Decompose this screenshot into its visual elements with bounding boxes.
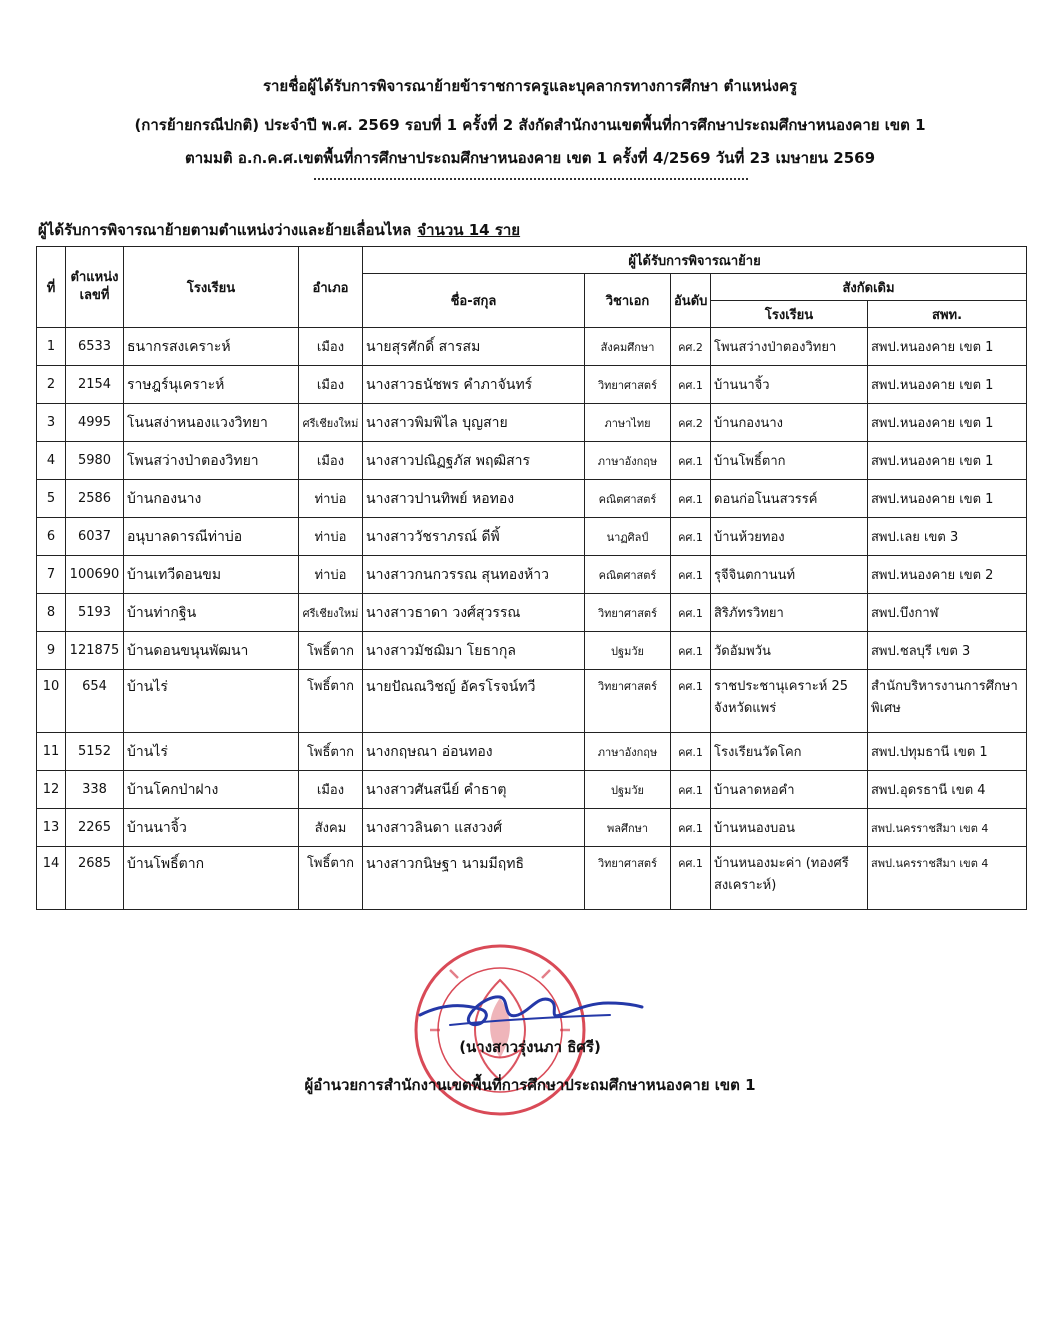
cell-no: 7: [37, 556, 66, 594]
cell-school: โพนสว่างป่าตองวิทยา: [124, 442, 299, 480]
cell-school: ธนากรสงเคราะห์: [124, 328, 299, 366]
cell-major: ปฐมวัย: [585, 632, 671, 670]
cell-rank: คศ.1: [671, 518, 711, 556]
cell-district: ท่าบ่อ: [299, 556, 363, 594]
cell-major: คณิตศาสตร์: [585, 556, 671, 594]
cell-major: คณิตศาสตร์: [585, 480, 671, 518]
col-header-rank: อันดับ: [671, 274, 711, 328]
cell-name: นายปัณณวิชญ์ อัครโรจน์ทวี: [363, 670, 585, 733]
cell-position-no: 121875: [66, 632, 124, 670]
cell-school: บ้านกองนาง: [124, 480, 299, 518]
table-row: [37, 442, 1027, 480]
col-header-position-no: ตำแหน่งเลขที่: [66, 247, 124, 328]
cell-position-no: 5193: [66, 594, 124, 632]
cell-district: โพธิ์ตาก: [299, 632, 363, 670]
cell-rank: คศ.1: [671, 809, 711, 847]
section-count: จำนวน 14 ราย: [417, 221, 521, 239]
col-header-school: โรงเรียน: [124, 247, 299, 328]
cell-school: บ้านไร่: [124, 670, 299, 733]
col-header-name: ชื่อ-สกุล: [363, 274, 585, 328]
cell-rank: คศ.1: [671, 480, 711, 518]
cell-rank: คศ.1: [671, 847, 711, 910]
cell-district: โพธิ์ตาก: [299, 847, 363, 910]
cell-major: ภาษาไทย: [585, 404, 671, 442]
cell-district: เมือง: [299, 442, 363, 480]
cell-school: บ้านท่ากฐิน: [124, 594, 299, 632]
cell-no: 2: [37, 366, 66, 404]
dotted-separator: [314, 178, 748, 180]
col-header-no: ที่: [37, 247, 66, 328]
cell-origin-office: สพป.อุดรธานี เขต 4: [868, 771, 1027, 809]
cell-major: วิทยาศาสตร์: [585, 670, 671, 733]
col-header-district: อำเภอ: [299, 247, 363, 328]
cell-origin-school: รุจีจินตกานนท์: [711, 556, 868, 594]
cell-name: นางสาวกนกวรรณ สุนทองห้าว: [363, 556, 585, 594]
table-row: [37, 670, 1027, 733]
cell-position-no: 338: [66, 771, 124, 809]
cell-major: สังคมศึกษา: [585, 328, 671, 366]
col-header-origin-school: โรงเรียน: [711, 301, 868, 328]
cell-origin-office: สพป.หนองคาย เขต 1: [868, 328, 1027, 366]
document-title: รายชื่อผู้ได้รับการพิจารณาย้ายข้าราชการครูและบุคลากรทางการศึกษา ตำแหน่งครู: [262, 77, 798, 95]
cell-position-no: 6533: [66, 328, 124, 366]
cell-district: เมือง: [299, 328, 363, 366]
cell-no: 11: [37, 733, 66, 771]
cell-position-no: 2685: [66, 847, 124, 910]
cell-district: สังคม: [299, 809, 363, 847]
table-row: [37, 847, 1027, 910]
cell-origin-office: สพป.หนองคาย เขต 1: [868, 404, 1027, 442]
cell-origin-office: สพป.หนองคาย เขต 1: [868, 480, 1027, 518]
cell-rank: คศ.1: [671, 771, 711, 809]
cell-school: อนุบาลดารณีท่าบ่อ: [124, 518, 299, 556]
table-row: [37, 556, 1027, 594]
cell-name: นางสาวกนิษฐา นามมีฤทธิ: [363, 847, 585, 910]
cell-major: นาฏศิลป์: [585, 518, 671, 556]
cell-no: 9: [37, 632, 66, 670]
cell-district: เมือง: [299, 366, 363, 404]
cell-position-no: 5152: [66, 733, 124, 771]
section-heading-text: ผู้ได้รับการพิจารณาย้ายตามตำแหน่งว่างและย้ายเลื่อนไหล: [38, 221, 412, 239]
cell-major: วิทยาศาสตร์: [585, 594, 671, 632]
cell-rank: คศ.1: [671, 366, 711, 404]
cell-major: พลศึกษา: [585, 809, 671, 847]
cell-major: ภาษาอังกฤษ: [585, 733, 671, 771]
cell-district: ท่าบ่อ: [299, 518, 363, 556]
cell-origin-office: สพป.หนองคาย เขต 1: [868, 442, 1027, 480]
cell-rank: คศ.1: [671, 594, 711, 632]
cell-position-no: 4995: [66, 404, 124, 442]
cell-rank: คศ.1: [671, 442, 711, 480]
cell-no: 13: [37, 809, 66, 847]
cell-name: นางสาวมัชฌิมา โยธากุล: [363, 632, 585, 670]
table-row: [37, 733, 1027, 771]
cell-school: บ้านไร่: [124, 733, 299, 771]
cell-name: นางสาวลินดา แสงวงศ์: [363, 809, 585, 847]
cell-rank: คศ.1: [671, 670, 711, 733]
cell-position-no: 100690: [66, 556, 124, 594]
cell-origin-office: สพป.นครราชสีมา เขต 4: [868, 809, 1027, 847]
cell-origin-school: บ้านโพธิ์ตาก: [711, 442, 868, 480]
table-row: [37, 366, 1027, 404]
cell-origin-school: บ้านกองนาง: [711, 404, 868, 442]
cell-origin-school: โพนสว่างป่าตองวิทยา: [711, 328, 868, 366]
table-row: [37, 480, 1027, 518]
table-row: [37, 518, 1027, 556]
cell-no: 5: [37, 480, 66, 518]
cell-name: นางสาวศันสนีย์ คำธาตุ: [363, 771, 585, 809]
cell-name: นายสุรศักดิ์ สารสม: [363, 328, 585, 366]
table-row: [37, 809, 1027, 847]
cell-no: 1: [37, 328, 66, 366]
cell-origin-school: บ้านหนองมะค่า (ทองศรีสงเคราะห์): [711, 847, 868, 910]
cell-origin-school: ราชประชานุเคราะห์ 25 จังหวัดแพร่: [711, 670, 868, 733]
table-row: [37, 632, 1027, 670]
table-row: [37, 594, 1027, 632]
cell-school: บ้านนาจิ้ว: [124, 809, 299, 847]
cell-origin-school: โรงเรียนวัดโคก: [711, 733, 868, 771]
cell-rank: คศ.2: [671, 328, 711, 366]
cell-major: ภาษาอังกฤษ: [585, 442, 671, 480]
table-row: [37, 771, 1027, 809]
document-resolution-line: ตามมติ อ.ก.ค.ศ.เขตพื้นที่การศึกษาประถมศึกษาหนองคาย เขต 1 ครั้งที่ 4/2569 วันที่ 23 เมษายน 2569: [184, 149, 876, 167]
cell-position-no: 654: [66, 670, 124, 733]
table-row: [37, 328, 1027, 366]
cell-rank: คศ.1: [671, 556, 711, 594]
cell-name: นางสาวพิมพิไล บุญสาย: [363, 404, 585, 442]
cell-origin-school: สิริภัทรวิทยา: [711, 594, 868, 632]
cell-name: นางสาวปณิฏฐภัส พฤฒิสาร: [363, 442, 585, 480]
cell-rank: คศ.1: [671, 632, 711, 670]
cell-position-no: 2154: [66, 366, 124, 404]
table-row: [37, 404, 1027, 442]
cell-school: ราษฎร์นุเคราะห์: [124, 366, 299, 404]
col-header-group: ผู้ได้รับการพิจารณาย้าย: [363, 247, 1027, 274]
cell-school: บ้านโพธิ์ตาก: [124, 847, 299, 910]
cell-district: เมือง: [299, 771, 363, 809]
cell-origin-school: ดอนก่อโนนสวรรค์: [711, 480, 868, 518]
document-subtitle: (การย้ายกรณีปกติ) ประจำปี พ.ศ. 2569 รอบที่ 1 ครั้งที่ 2 สังกัดสำนักงานเขตพื้นที่การศึกษาประถมศึกษาหนองคาย เขต 1: [134, 116, 926, 134]
cell-district: ศรีเชียงใหม่: [299, 594, 363, 632]
cell-origin-office: สพป.เลย เขต 3: [868, 518, 1027, 556]
cell-name: นางสาวธนัชพร คำภาจันทร์: [363, 366, 585, 404]
col-header-origin: สังกัดเดิม: [711, 274, 1027, 301]
cell-name: นางสาวปานทิพย์ หอทอง: [363, 480, 585, 518]
cell-origin-school: บ้านนาจิ้ว: [711, 366, 868, 404]
cell-name: นางสาวธาดา วงศ์สุวรรณ: [363, 594, 585, 632]
cell-major: วิทยาศาสตร์: [585, 366, 671, 404]
cell-position-no: 5980: [66, 442, 124, 480]
cell-name: นางกฤษณา อ่อนทอง: [363, 733, 585, 771]
cell-no: 14: [37, 847, 66, 910]
cell-no: 6: [37, 518, 66, 556]
cell-origin-office: สพป.ชลบุรี เขต 3: [868, 632, 1027, 670]
cell-school: บ้านเทวีดอนขม: [124, 556, 299, 594]
cell-district: โพธิ์ตาก: [299, 670, 363, 733]
cell-no: 4: [37, 442, 66, 480]
signatory-name: (นางสาวรุ่งนภา ธิศรี): [459, 1038, 601, 1056]
cell-no: 10: [37, 670, 66, 733]
cell-major: ปฐมวัย: [585, 771, 671, 809]
cell-rank: คศ.2: [671, 404, 711, 442]
cell-district: ท่าบ่อ: [299, 480, 363, 518]
cell-origin-school: บ้านหนองบอน: [711, 809, 868, 847]
cell-no: 12: [37, 771, 66, 809]
cell-district: ศรีเชียงใหม่: [299, 404, 363, 442]
cell-origin-office: สพป.หนองคาย เขต 1: [868, 366, 1027, 404]
cell-district: โพธิ์ตาก: [299, 733, 363, 771]
cell-origin-school: วัดอัมพวัน: [711, 632, 868, 670]
cell-origin-office: สพป.ปทุมธานี เขต 1: [868, 733, 1027, 771]
col-header-origin-office: สพท.: [868, 301, 1027, 328]
cell-major: วิทยาศาสตร์: [585, 847, 671, 910]
cell-no: 8: [37, 594, 66, 632]
transfer-table: [36, 246, 1027, 910]
cell-rank: คศ.1: [671, 733, 711, 771]
cell-origin-school: บ้านห้วยทอง: [711, 518, 868, 556]
signatory-position: ผู้อำนวยการสำนักงานเขตพื้นที่การศึกษาประถมศึกษาหนองคาย เขต 1: [304, 1076, 756, 1094]
cell-origin-office: สำนักบริหารงานการศึกษาพิเศษ: [868, 670, 1027, 733]
cell-name: นางสาววัชราภรณ์ ดีพิ้: [363, 518, 585, 556]
cell-school: โนนสง่าหนองแวงวิทยา: [124, 404, 299, 442]
cell-school: บ้านโคกป่าฝาง: [124, 771, 299, 809]
cell-school: บ้านดอนขนุนพัฒนา: [124, 632, 299, 670]
cell-position-no: 2265: [66, 809, 124, 847]
cell-origin-office: สพป.หนองคาย เขต 2: [868, 556, 1027, 594]
cell-origin-office: สพป.บึงกาฬ: [868, 594, 1027, 632]
cell-position-no: 6037: [66, 518, 124, 556]
cell-position-no: 2586: [66, 480, 124, 518]
cell-origin-office: สพป.นครราชสีมา เขต 4: [868, 847, 1027, 910]
cell-no: 3: [37, 404, 66, 442]
col-header-major: วิชาเอก: [585, 274, 671, 328]
cell-origin-school: บ้านลาดหอคำ: [711, 771, 868, 809]
section-heading: [38, 218, 520, 242]
